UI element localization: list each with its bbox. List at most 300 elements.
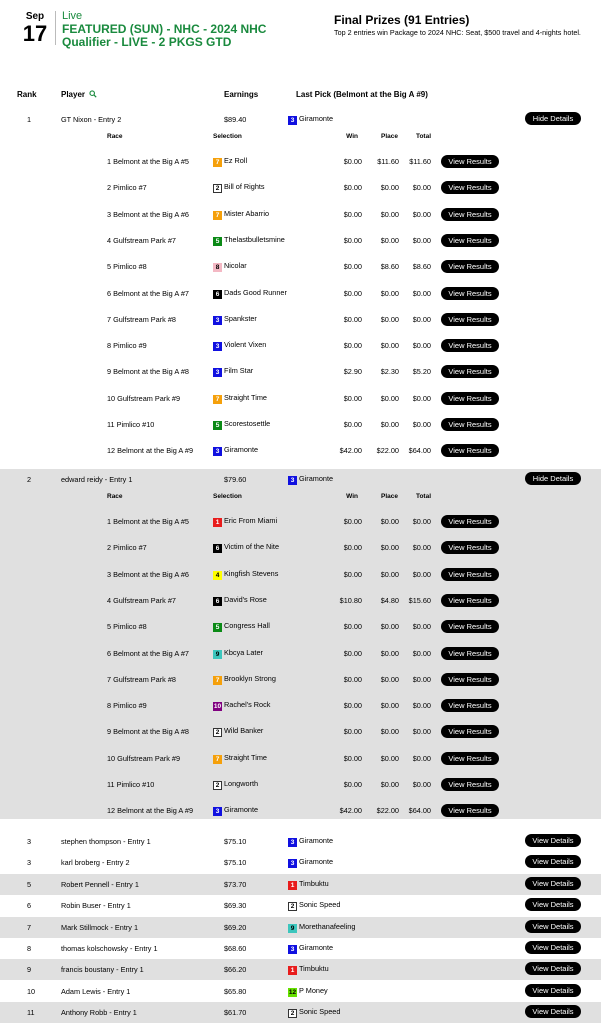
race-name-cell: 2 Pimlico #7: [107, 543, 147, 553]
place-cell: $2.30: [380, 367, 399, 377]
last-pick-horse: Sonic Speed: [299, 900, 341, 910]
race-detail-row: [0, 804, 601, 818]
race-detail-row: [0, 234, 601, 248]
view-details-button[interactable]: View Details: [525, 1005, 581, 1018]
win-cell: $0.00: [343, 393, 362, 403]
view-results-button[interactable]: View Results: [441, 444, 499, 457]
win-cell: $0.00: [343, 183, 362, 193]
saddle-number-badge: 5: [213, 237, 222, 246]
hide-details-button[interactable]: Hide Details: [525, 472, 581, 485]
place-cell: $0.00: [380, 780, 399, 789]
page-header: [0, 0, 601, 80]
earnings-column-header: Earnings: [224, 90, 259, 99]
player-cell: francis boustany - Entry 1: [61, 965, 144, 975]
win-cell: $0.00: [343, 420, 362, 429]
race-name-cell: 12 Belmont at the Big A #9: [107, 806, 194, 816]
saddle-number-badge: 2: [213, 184, 222, 193]
selection-horse: Film Star: [224, 366, 254, 376]
view-results-button[interactable]: View Results: [441, 673, 499, 686]
race-detail-row: [0, 287, 601, 301]
total-cell: $64.00: [408, 446, 431, 456]
selection-cell: [213, 569, 278, 580]
place-cell: $22.00: [376, 446, 399, 456]
selection-cell: [213, 156, 247, 167]
event-status: Live: [62, 10, 83, 22]
race-detail-row: [0, 155, 601, 169]
race-detail-row: [0, 444, 601, 458]
last-pick-cell: [288, 1007, 340, 1018]
last-pick-horse: Giramonte: [299, 836, 334, 845]
view-results-button[interactable]: View Results: [441, 365, 499, 378]
last-pick-cell: [288, 900, 340, 911]
total-cell: $0.00: [412, 341, 431, 351]
view-results-button[interactable]: View Results: [441, 778, 499, 791]
prize-title: Final Prizes (91 Entries): [334, 13, 470, 27]
win-cell: $0.00: [343, 753, 362, 763]
place-cell: $0.00: [380, 235, 399, 245]
search-icon[interactable]: [89, 90, 97, 102]
leaderboard-row: [0, 981, 601, 1002]
race-detail-row: [0, 313, 601, 327]
selection-cell: [213, 235, 285, 246]
race-detail-row: [0, 699, 601, 713]
selection-horse: Kbcya Later: [224, 647, 263, 657]
player-cell: Anthony Robb - Entry 1: [61, 1008, 137, 1018]
rank-cell: 9: [27, 965, 32, 975]
selection-horse: Giramonte: [224, 445, 259, 455]
earnings-cell: $79.60: [224, 475, 247, 484]
place-cell: $0.00: [380, 543, 399, 553]
saddle-number-badge: 3: [288, 116, 297, 125]
saddle-number-badge: 3: [213, 368, 222, 377]
view-details-button[interactable]: View Details: [525, 984, 581, 997]
place-subheader: Place: [381, 493, 398, 500]
selection-cell: [213, 182, 265, 193]
place-cell: $0.00: [380, 569, 399, 579]
last-pick-horse: P Money: [299, 985, 328, 995]
race-name-cell: 11 Pimlico #10: [107, 780, 155, 789]
saddle-number-badge: 5: [213, 421, 222, 430]
view-results-button[interactable]: View Results: [441, 594, 499, 607]
win-cell: $0.00: [343, 780, 362, 789]
race-name-cell: 8 Pimlico #9: [107, 701, 147, 711]
race-name-cell: 1 Belmont at the Big A #5: [107, 157, 189, 166]
view-results-button[interactable]: View Results: [441, 181, 499, 194]
selection-horse: Straight Time: [224, 392, 267, 402]
last-pick-horse: Giramonte: [299, 943, 334, 952]
selection-horse: Dads Good Runner: [224, 287, 287, 297]
selection-cell: [213, 595, 267, 606]
selection-cell: [213, 393, 267, 404]
saddle-number-badge: 6: [213, 290, 222, 299]
event-info: [62, 10, 292, 49]
selection-cell: [213, 779, 258, 790]
win-cell: $0.00: [343, 648, 362, 658]
view-results-button[interactable]: View Results: [441, 287, 499, 300]
earnings-cell: $69.30: [224, 901, 247, 911]
last-pick-horse: Timbuktu: [299, 878, 329, 888]
win-cell: $0.00: [343, 569, 362, 579]
win-cell: $0.00: [343, 701, 362, 711]
selection-cell: [213, 753, 267, 764]
player-cell: thomas kolschowsky - Entry 1: [61, 944, 158, 953]
view-results-button[interactable]: View Results: [441, 804, 499, 817]
race-name-cell: 4 Gulfstream Park #7: [107, 235, 176, 245]
saddle-number-badge: 9: [288, 924, 297, 933]
win-cell: $0.00: [343, 288, 362, 298]
race-name-cell: 11 Pimlico #10: [107, 420, 155, 429]
saddle-number-badge: 1: [288, 881, 297, 890]
win-cell: $0.00: [343, 674, 362, 684]
saddle-number-badge: 2: [213, 781, 222, 790]
view-results-button[interactable]: View Results: [441, 208, 499, 221]
selection-horse: Wild Banker: [224, 726, 264, 736]
race-name-cell: 9 Belmont at the Big A #8: [107, 727, 189, 737]
saddle-number-badge: 7: [213, 676, 222, 685]
leaderboard-row: [0, 874, 601, 895]
hide-details-button[interactable]: Hide Details: [525, 112, 581, 125]
place-cell: $22.00: [376, 806, 399, 816]
view-results-button[interactable]: View Results: [441, 568, 499, 581]
place-cell: $0.00: [380, 701, 399, 711]
selection-cell: [213, 542, 279, 553]
race-name-cell: 3 Belmont at the Big A #6: [107, 209, 189, 219]
last-pick-cell: [288, 474, 333, 485]
total-cell: $8.60: [412, 262, 431, 272]
selection-horse: Rachel's Rock: [224, 700, 271, 710]
place-cell: $0.00: [380, 314, 399, 324]
race-name-cell: 3 Belmont at the Big A #6: [107, 569, 189, 579]
win-cell: $0.00: [343, 622, 362, 632]
win-cell: $10.80: [339, 595, 362, 605]
win-cell: $0.00: [343, 157, 362, 166]
saddle-number-badge: 6: [213, 544, 222, 553]
earnings-cell: $89.40: [224, 115, 247, 124]
view-details-button[interactable]: View Details: [525, 962, 581, 975]
saddle-number-badge: 3: [213, 447, 222, 456]
saddle-number-badge: 10: [213, 703, 222, 711]
leaderboard-row: [0, 852, 601, 873]
prize-info: [334, 13, 594, 37]
race-detail-row: [0, 515, 601, 529]
win-cell: $42.00: [339, 806, 362, 816]
total-subheader: Total: [415, 133, 431, 140]
rank-cell: 6: [27, 901, 32, 911]
view-results-button[interactable]: View Results: [441, 260, 499, 273]
win-cell: $0.00: [343, 517, 362, 526]
selection-horse: Kingfish Stevens: [224, 568, 279, 578]
selection-horse: Violent Vixen: [224, 340, 267, 350]
earnings-cell: $75.10: [224, 858, 247, 868]
view-results-button[interactable]: View Results: [441, 339, 499, 352]
player-column-label: Player: [61, 90, 86, 99]
earnings-cell: $75.10: [224, 837, 247, 846]
total-cell: $0.00: [412, 209, 431, 219]
last-pick-horse: Giramonte: [299, 474, 334, 483]
total-cell: $11.60: [409, 157, 431, 166]
race-subheader: Race: [107, 493, 123, 500]
saddle-number-badge: 2: [213, 728, 222, 737]
total-cell: $0.00: [412, 235, 431, 245]
earnings-cell: $73.70: [224, 879, 247, 889]
selection-cell: [213, 366, 253, 377]
rank-cell: 3: [27, 858, 32, 868]
saddle-number-badge: 4: [213, 571, 222, 580]
total-cell: $0.00: [412, 393, 431, 403]
place-cell: $0.00: [380, 674, 399, 684]
view-results-button[interactable]: View Results: [441, 725, 499, 738]
race-detail-row: [0, 752, 601, 766]
view-results-button[interactable]: View Results: [441, 418, 499, 431]
selection-horse: Victim of the Nite: [224, 542, 280, 552]
last-pick-horse: Giramonte: [299, 114, 334, 123]
selection-cell: [213, 419, 270, 430]
view-details-button[interactable]: View Details: [525, 834, 581, 847]
total-cell: $0.00: [412, 727, 431, 737]
view-results-button[interactable]: View Results: [441, 647, 499, 660]
event-title: FEATURED (SUN) - NHC - 2024 NHC Qualifier - LIVE - 2 PKGS GTD: [62, 22, 267, 49]
win-cell: $0.00: [343, 341, 362, 351]
saddle-number-badge: 3: [213, 316, 222, 325]
view-results-button[interactable]: View Results: [441, 541, 499, 554]
player-cell: Mark Stillmock - Entry 1: [61, 922, 139, 932]
selection-cell: [213, 288, 287, 299]
view-details-button[interactable]: View Details: [525, 941, 581, 954]
player-cell: edward reidy - Entry 1: [61, 475, 133, 484]
selection-horse: Bill of Rights: [224, 182, 265, 192]
race-name-cell: 2 Pimlico #7: [107, 183, 147, 193]
race-detail-row: [0, 541, 601, 555]
prize-description: Top 2 entries win Package to 2024 NHC: Seat, $500 travel and 4-nights hotel.: [334, 28, 581, 37]
selection-subheader: Selection: [213, 133, 242, 140]
win-subheader: Win: [346, 133, 358, 140]
selection-horse: Spankster: [224, 313, 257, 323]
selection-horse: Brooklyn Strong: [224, 673, 276, 683]
win-cell: $0.00: [343, 727, 362, 737]
total-cell: $0.00: [412, 674, 431, 684]
total-cell: $0.00: [412, 288, 431, 298]
race-name-cell: 9 Belmont at the Big A #8: [107, 367, 189, 377]
race-name-cell: 1 Belmont at the Big A #5: [107, 517, 189, 526]
leaderboard-row: [0, 959, 601, 980]
selection-cell: [213, 340, 266, 351]
total-cell: $0.00: [412, 701, 431, 711]
saddle-number-badge: 3: [288, 859, 297, 868]
total-cell: $0.00: [412, 753, 431, 763]
race-name-cell: 5 Pimlico #8: [107, 262, 147, 272]
place-cell: $0.00: [380, 341, 399, 351]
selection-horse: Scorestosettle: [224, 419, 271, 428]
total-cell: $0.00: [412, 780, 431, 789]
win-cell: $0.00: [343, 209, 362, 219]
selection-horse: David's Rose: [224, 594, 267, 604]
win-subheader: Win: [346, 493, 358, 500]
event-day: 17: [22, 21, 48, 46]
event-date: [18, 11, 52, 45]
race-detail-row: [0, 418, 601, 432]
selection-cell: [213, 261, 247, 272]
total-cell: $0.00: [412, 183, 431, 193]
saddle-number-badge: 12: [288, 988, 297, 996]
selection-cell: [213, 209, 269, 220]
view-details-button[interactable]: View Details: [525, 855, 581, 868]
view-results-button[interactable]: View Results: [441, 752, 499, 765]
view-results-button[interactable]: View Results: [441, 392, 499, 405]
earnings-cell: $65.80: [224, 986, 247, 996]
saddle-number-badge: 5: [213, 623, 222, 632]
rank-cell: 2: [27, 475, 32, 484]
win-cell: $2.90: [343, 367, 362, 377]
event-month: Sep: [25, 11, 45, 22]
rank-cell: 8: [27, 944, 32, 953]
selection-horse: Giramonte: [224, 805, 259, 815]
place-cell: $0.00: [380, 393, 399, 403]
race-detail-row: [0, 365, 601, 379]
rank-column-header: Rank: [17, 90, 37, 99]
saddle-number-badge: 3: [213, 807, 222, 816]
selection-horse: Eric From Miami: [224, 516, 278, 525]
total-cell: $0.00: [412, 543, 431, 553]
view-results-button[interactable]: View Results: [441, 620, 499, 633]
saddle-number-badge: 3: [288, 476, 297, 485]
total-cell: $0.00: [412, 569, 431, 579]
race-detail-row: [0, 647, 601, 661]
selection-cell: [213, 314, 257, 325]
place-cell: $0.00: [380, 288, 399, 298]
total-cell: $0.00: [412, 314, 431, 324]
place-cell: $0.00: [380, 517, 399, 526]
place-cell: $0.00: [380, 420, 399, 429]
total-cell: $0.00: [412, 420, 431, 429]
race-name-cell: 10 Gulfstream Park #9: [107, 753, 181, 763]
saddle-number-badge: 7: [213, 158, 222, 167]
race-name-cell: 12 Belmont at the Big A #9: [107, 446, 194, 456]
saddle-number-badge: 7: [213, 395, 222, 404]
place-cell: $0.00: [380, 622, 399, 632]
rank-cell: 5: [27, 879, 32, 889]
selection-horse: Longworth: [224, 779, 259, 788]
player-column-header: [61, 89, 97, 101]
leaderboard-row: [0, 1002, 601, 1023]
last-pick-cell: [288, 964, 329, 975]
player-cell: karl broberg - Entry 2: [61, 858, 130, 868]
view-results-button[interactable]: View Results: [441, 699, 499, 712]
last-pick-cell: [288, 836, 333, 847]
selection-horse: Straight Time: [224, 752, 267, 762]
selection-cell: [213, 621, 270, 632]
last-pick-horse: Sonic Speed: [299, 1007, 341, 1017]
rank-cell: 11: [27, 1008, 35, 1018]
selection-horse: Ez Roll: [224, 156, 248, 165]
selection-horse: Thelastbulletsmine: [224, 234, 285, 244]
saddle-number-badge: 6: [213, 597, 222, 606]
selection-horse: Mister Abarrio: [224, 208, 270, 218]
view-results-button[interactable]: View Results: [441, 155, 499, 168]
saddle-number-badge: 7: [213, 211, 222, 220]
selection-cell: [213, 445, 258, 456]
last-pick-cell: [288, 857, 333, 868]
place-subheader: Place: [381, 133, 398, 140]
selection-subheader: Selection: [213, 493, 242, 500]
race-name-cell: 7 Gulfstream Park #8: [107, 674, 176, 684]
last-pick-horse: Morethanafeeling: [299, 921, 356, 931]
saddle-number-badge: 1: [213, 518, 222, 527]
race-name-cell: 6 Belmont at the Big A #7: [107, 288, 189, 298]
saddle-number-badge: 3: [288, 838, 297, 847]
saddle-number-badge: 3: [288, 945, 297, 954]
race-name-cell: 7 Gulfstream Park #8: [107, 314, 176, 324]
view-details-button[interactable]: View Details: [525, 920, 581, 933]
last-pick-cell: [288, 879, 329, 890]
player-cell: Robert Pennell - Entry 1: [61, 879, 139, 889]
win-cell: $42.00: [339, 446, 362, 456]
total-cell: $64.00: [408, 806, 431, 816]
view-details-button[interactable]: View Details: [525, 898, 581, 911]
race-name-cell: 8 Pimlico #9: [107, 341, 147, 351]
selection-cell: [213, 516, 277, 527]
selection-horse: Nicolar: [224, 261, 247, 271]
selection-cell: [213, 674, 276, 685]
selection-cell: [213, 726, 263, 737]
last-pick-horse: Giramonte: [299, 857, 334, 867]
race-detail-row: [0, 260, 601, 274]
view-results-button[interactable]: View Results: [441, 234, 499, 247]
place-cell: $11.60: [377, 157, 399, 166]
race-detail-row: [0, 392, 601, 406]
race-name-cell: 4 Gulfstream Park #7: [107, 595, 176, 605]
win-cell: $0.00: [343, 314, 362, 324]
total-cell: $5.20: [412, 367, 431, 377]
total-cell: $0.00: [412, 622, 431, 632]
last-pick-horse: Timbuktu: [299, 964, 329, 974]
saddle-number-badge: 7: [213, 755, 222, 764]
rank-cell: 3: [27, 837, 32, 846]
rank-cell: 10: [27, 986, 36, 996]
last-pick-cell: [288, 943, 333, 954]
view-results-button[interactable]: View Results: [441, 313, 499, 326]
place-cell: $0.00: [380, 209, 399, 219]
race-detail-row: [0, 208, 601, 222]
earnings-cell: $66.20: [224, 965, 247, 975]
total-cell: $0.00: [412, 517, 431, 526]
earnings-cell: $61.70: [224, 1008, 247, 1018]
rank-cell: 1: [27, 115, 32, 124]
view-details-button[interactable]: View Details: [525, 877, 581, 890]
date-divider: [55, 11, 56, 45]
last-pick-cell: [288, 986, 328, 997]
total-cell: $0.00: [412, 648, 431, 658]
player-cell: stephen thompson - Entry 1: [61, 837, 151, 846]
race-detail-row: [0, 778, 601, 792]
race-detail-row: [0, 339, 601, 353]
view-results-button[interactable]: View Results: [441, 515, 499, 528]
leaderboard-row: [0, 917, 601, 938]
last-pick-column-header: Last Pick (Belmont at the Big A #9): [296, 90, 428, 99]
race-name-cell: 5 Pimlico #8: [107, 622, 147, 632]
leaderboard-row: [0, 895, 601, 916]
selection-cell: [213, 805, 258, 816]
leaderboard-row: [0, 831, 601, 852]
player-cell: Robin Buser - Entry 1: [61, 901, 131, 911]
place-cell: $0.00: [380, 727, 399, 737]
win-cell: $0.00: [343, 543, 362, 553]
race-detail-row: [0, 181, 601, 195]
last-pick-cell: [288, 922, 355, 933]
total-subheader: Total: [415, 493, 431, 500]
race-detail-row: [0, 673, 601, 687]
win-cell: $0.00: [343, 262, 362, 272]
selection-horse: Congress Hall: [224, 621, 270, 631]
